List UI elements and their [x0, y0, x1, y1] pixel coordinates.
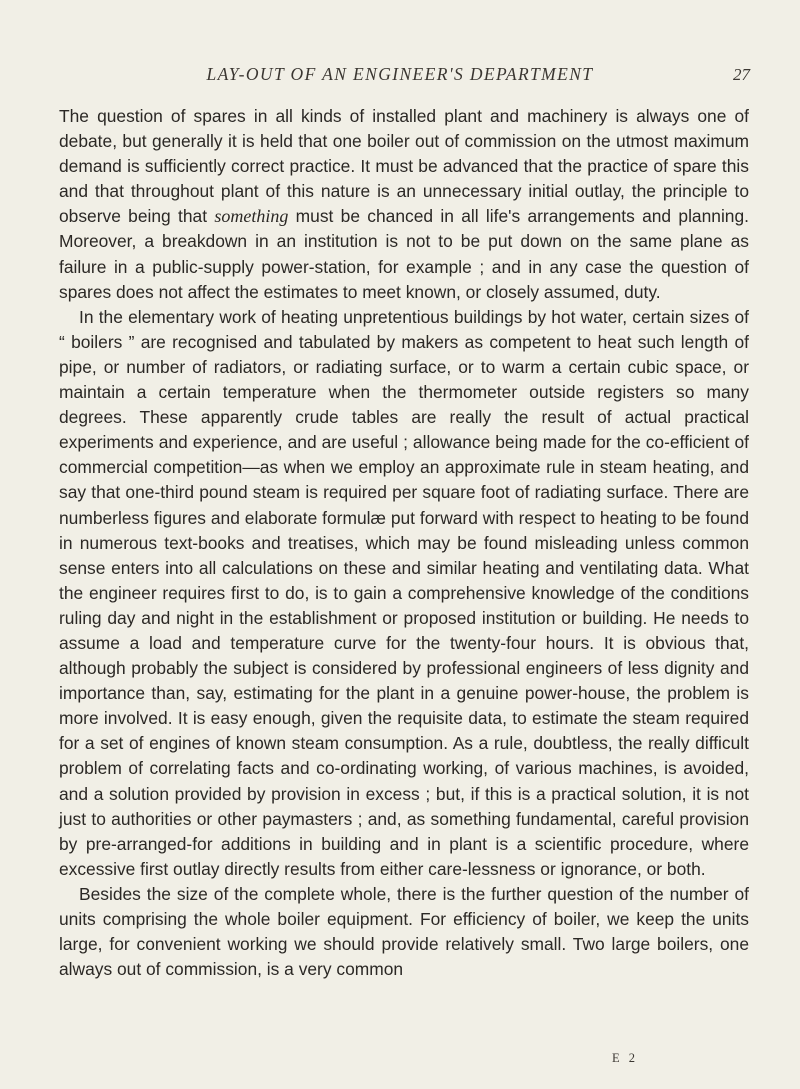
paragraph	[59, 882, 749, 982]
signature-mark: E 2	[612, 1051, 639, 1065]
italic-text: something	[214, 206, 289, 227]
paragraph	[59, 305, 749, 882]
text-run: The question of spares in all kinds of installed plant and machinery is always one of debate, but generally it is held that one boiler out of commission on the utmost maximum demand is sufficiently correct practice. It must be advanced that the practice of spare this and that throughout plant of this nature is an unnecessary initial outlay, the principle to observe being that	[59, 106, 749, 227]
text-run: In the elementary work of heating unpretentious buildings by hot water, certain sizes of “ boilers ” are recognised and tabulated by makers as competent to heat such length of pipe, or number of radiators, or radiating surface, or to warm a certain cubic space, or maintain a certain temperature when the thermometer outside registers so many degrees. These apparently crude tables are really the result of actual practical experiments and experience, and are useful ; allowance being made for the co-efficient of commercial competition—as when we employ an approximate rule in steam heating, and say that one-third pound steam is required per square foot of radiating surface. There are numberless figures and elaborate formulæ put forward with respect to heating to be found in numerous text-books and treatises, which may be found misleading unless common sense enters into all calculations on these and similar heating and ventilating data. What the engineer requires first to do, is to gain a comprehensive knowledge of the conditions ruling day and night in the establishment or proposed institution or building. He needs to assume a load and temperature curve for the twenty-four hours. It is obvious that, although probably the subject is considered by professional engineers of less dignity and importance than, say, estimating for the plant in a genuine power-house, the problem is more involved. It is easy enough, given the requisite data, to estimate the steam required for a set of engines of known steam consumption. As a rule, doubtless, the really difficult problem of correlating facts and co-ordinating working, of various machines, is avoided, and a solution provided by provision in excess ; but, if this is a practical solution, it is not just to authorities or other paymasters ; and, as something fundamental, careful provision by pre-arranged-for additions in building and in plant is a scientific procedure, where excessive first outlay directly results from either care-lessness or ignorance, or both.	[59, 306, 749, 879]
running-head: LAY-OUT OF AN ENGINEER'S DEPARTMENT	[206, 64, 594, 84]
text-run: must be chanced in all life's arrangements and planning. Moreover, a breakdown in an institution is not to be put down on the same plane as failure in a public-supply power-station, for example ; and in any case the question of spares does not affect the estimates to meet known, or closely assumed, duty.	[59, 206, 749, 302]
page-header	[40, 64, 760, 90]
text-run: Besides the size of the complete whole, there is the further question of the number of units comprising the whole boiler equipment. For efficiency of boiler, we keep the units large, for convenient working we should provide relatively small. Two large boilers, one always out of commission, is a very common	[59, 883, 749, 980]
paragraph	[59, 104, 749, 305]
body-text	[59, 104, 749, 982]
page-number: 27	[733, 65, 750, 84]
